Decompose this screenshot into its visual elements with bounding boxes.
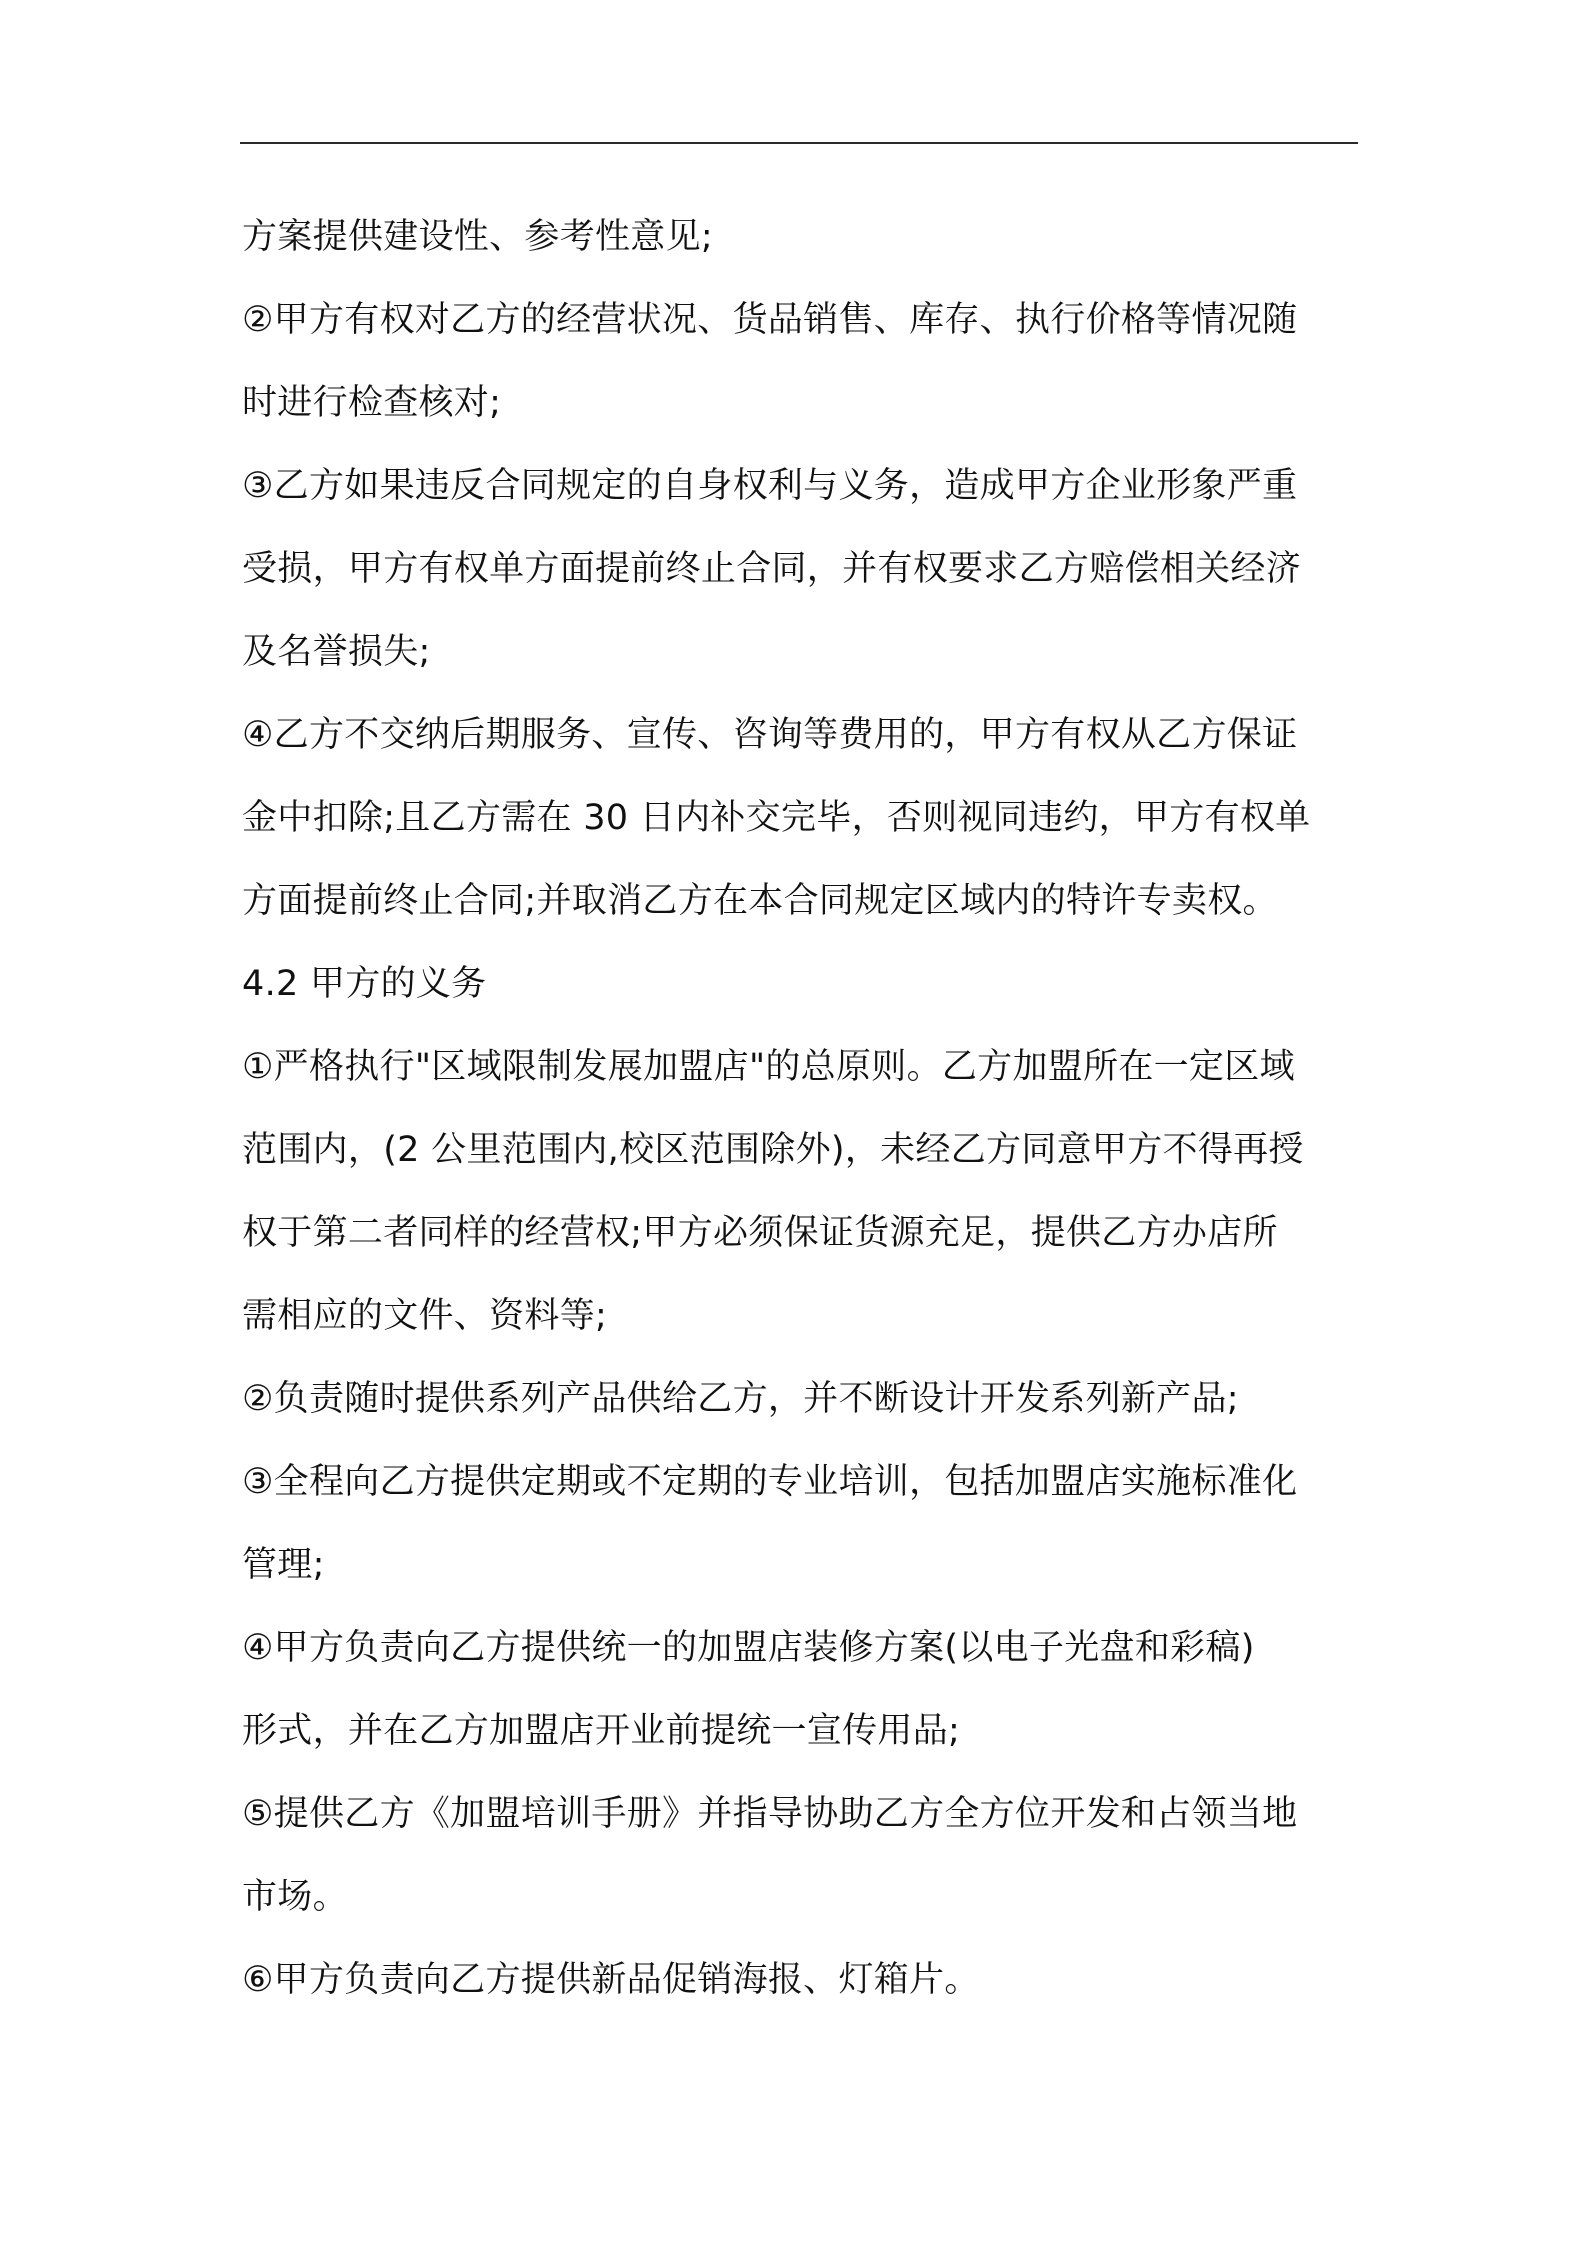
- text-line: ④乙方不交纳后期服务、宣传、咨询等费用的，甲方有权从乙方保证: [242, 715, 1298, 755]
- text-line: 范围内，(2 公里范围内,校区范围除外)，未经乙方同意甲方不得再授: [242, 1130, 1304, 1170]
- text-line: ⑤提供乙方《加盟培训手册》并指导协助乙方全方位开发和占领当地: [242, 1794, 1298, 1834]
- text-line: 方面提前终止合同;并取消乙方在本合同规定区域内的特许专卖权。: [242, 881, 1278, 921]
- section-heading: 4.2 甲方的义务: [242, 964, 487, 1004]
- text-line: 方案提供建设性、参考性意见;: [242, 217, 713, 257]
- text-line: ②甲方有权对乙方的经营状况、货品销售、库存、执行价格等情况随: [242, 300, 1298, 340]
- text-line: 时进行检查核对;: [242, 383, 502, 423]
- text-line: ①严格执行"区域限制发展加盟店"的总原则。乙方加盟所在一定区域: [242, 1047, 1295, 1087]
- text-line: 及名誉损失;: [242, 632, 431, 672]
- text-line: 形式，并在乙方加盟店开业前提统一宣传用品;: [242, 1711, 961, 1751]
- text-line: 管理;: [242, 1545, 325, 1585]
- text-line: ②负责随时提供系列产品供给乙方，并不断设计开发系列新产品;: [242, 1379, 1239, 1419]
- contract-body: [242, 196, 1372, 2022]
- text-line: ③乙方如果违反合同规定的自身权利与义务，造成甲方企业形象严重: [242, 466, 1298, 506]
- text-line: 需相应的文件、资料等;: [242, 1296, 608, 1336]
- text-line: ⑥甲方负责向乙方提供新品促销海报、灯箱片。: [242, 1960, 980, 2000]
- text-line: ③全程向乙方提供定期或不定期的专业培训，包括加盟店实施标准化: [242, 1462, 1298, 1502]
- text-line: 权于第二者同样的经营权;甲方必须保证货源充足，提供乙方办店所: [242, 1213, 1278, 1253]
- text-line: 市场。: [242, 1877, 348, 1917]
- header-divider: [240, 142, 1358, 144]
- text-line: ④甲方负责向乙方提供统一的加盟店装修方案(以电子光盘和彩稿): [242, 1628, 1255, 1668]
- text-line: 受损，甲方有权单方面提前终止合同，并有权要求乙方赔偿相关经济: [242, 549, 1302, 589]
- text-line: 金中扣除;且乙方需在 30 日内补交完毕，否则视同违约，甲方有权单: [242, 798, 1311, 838]
